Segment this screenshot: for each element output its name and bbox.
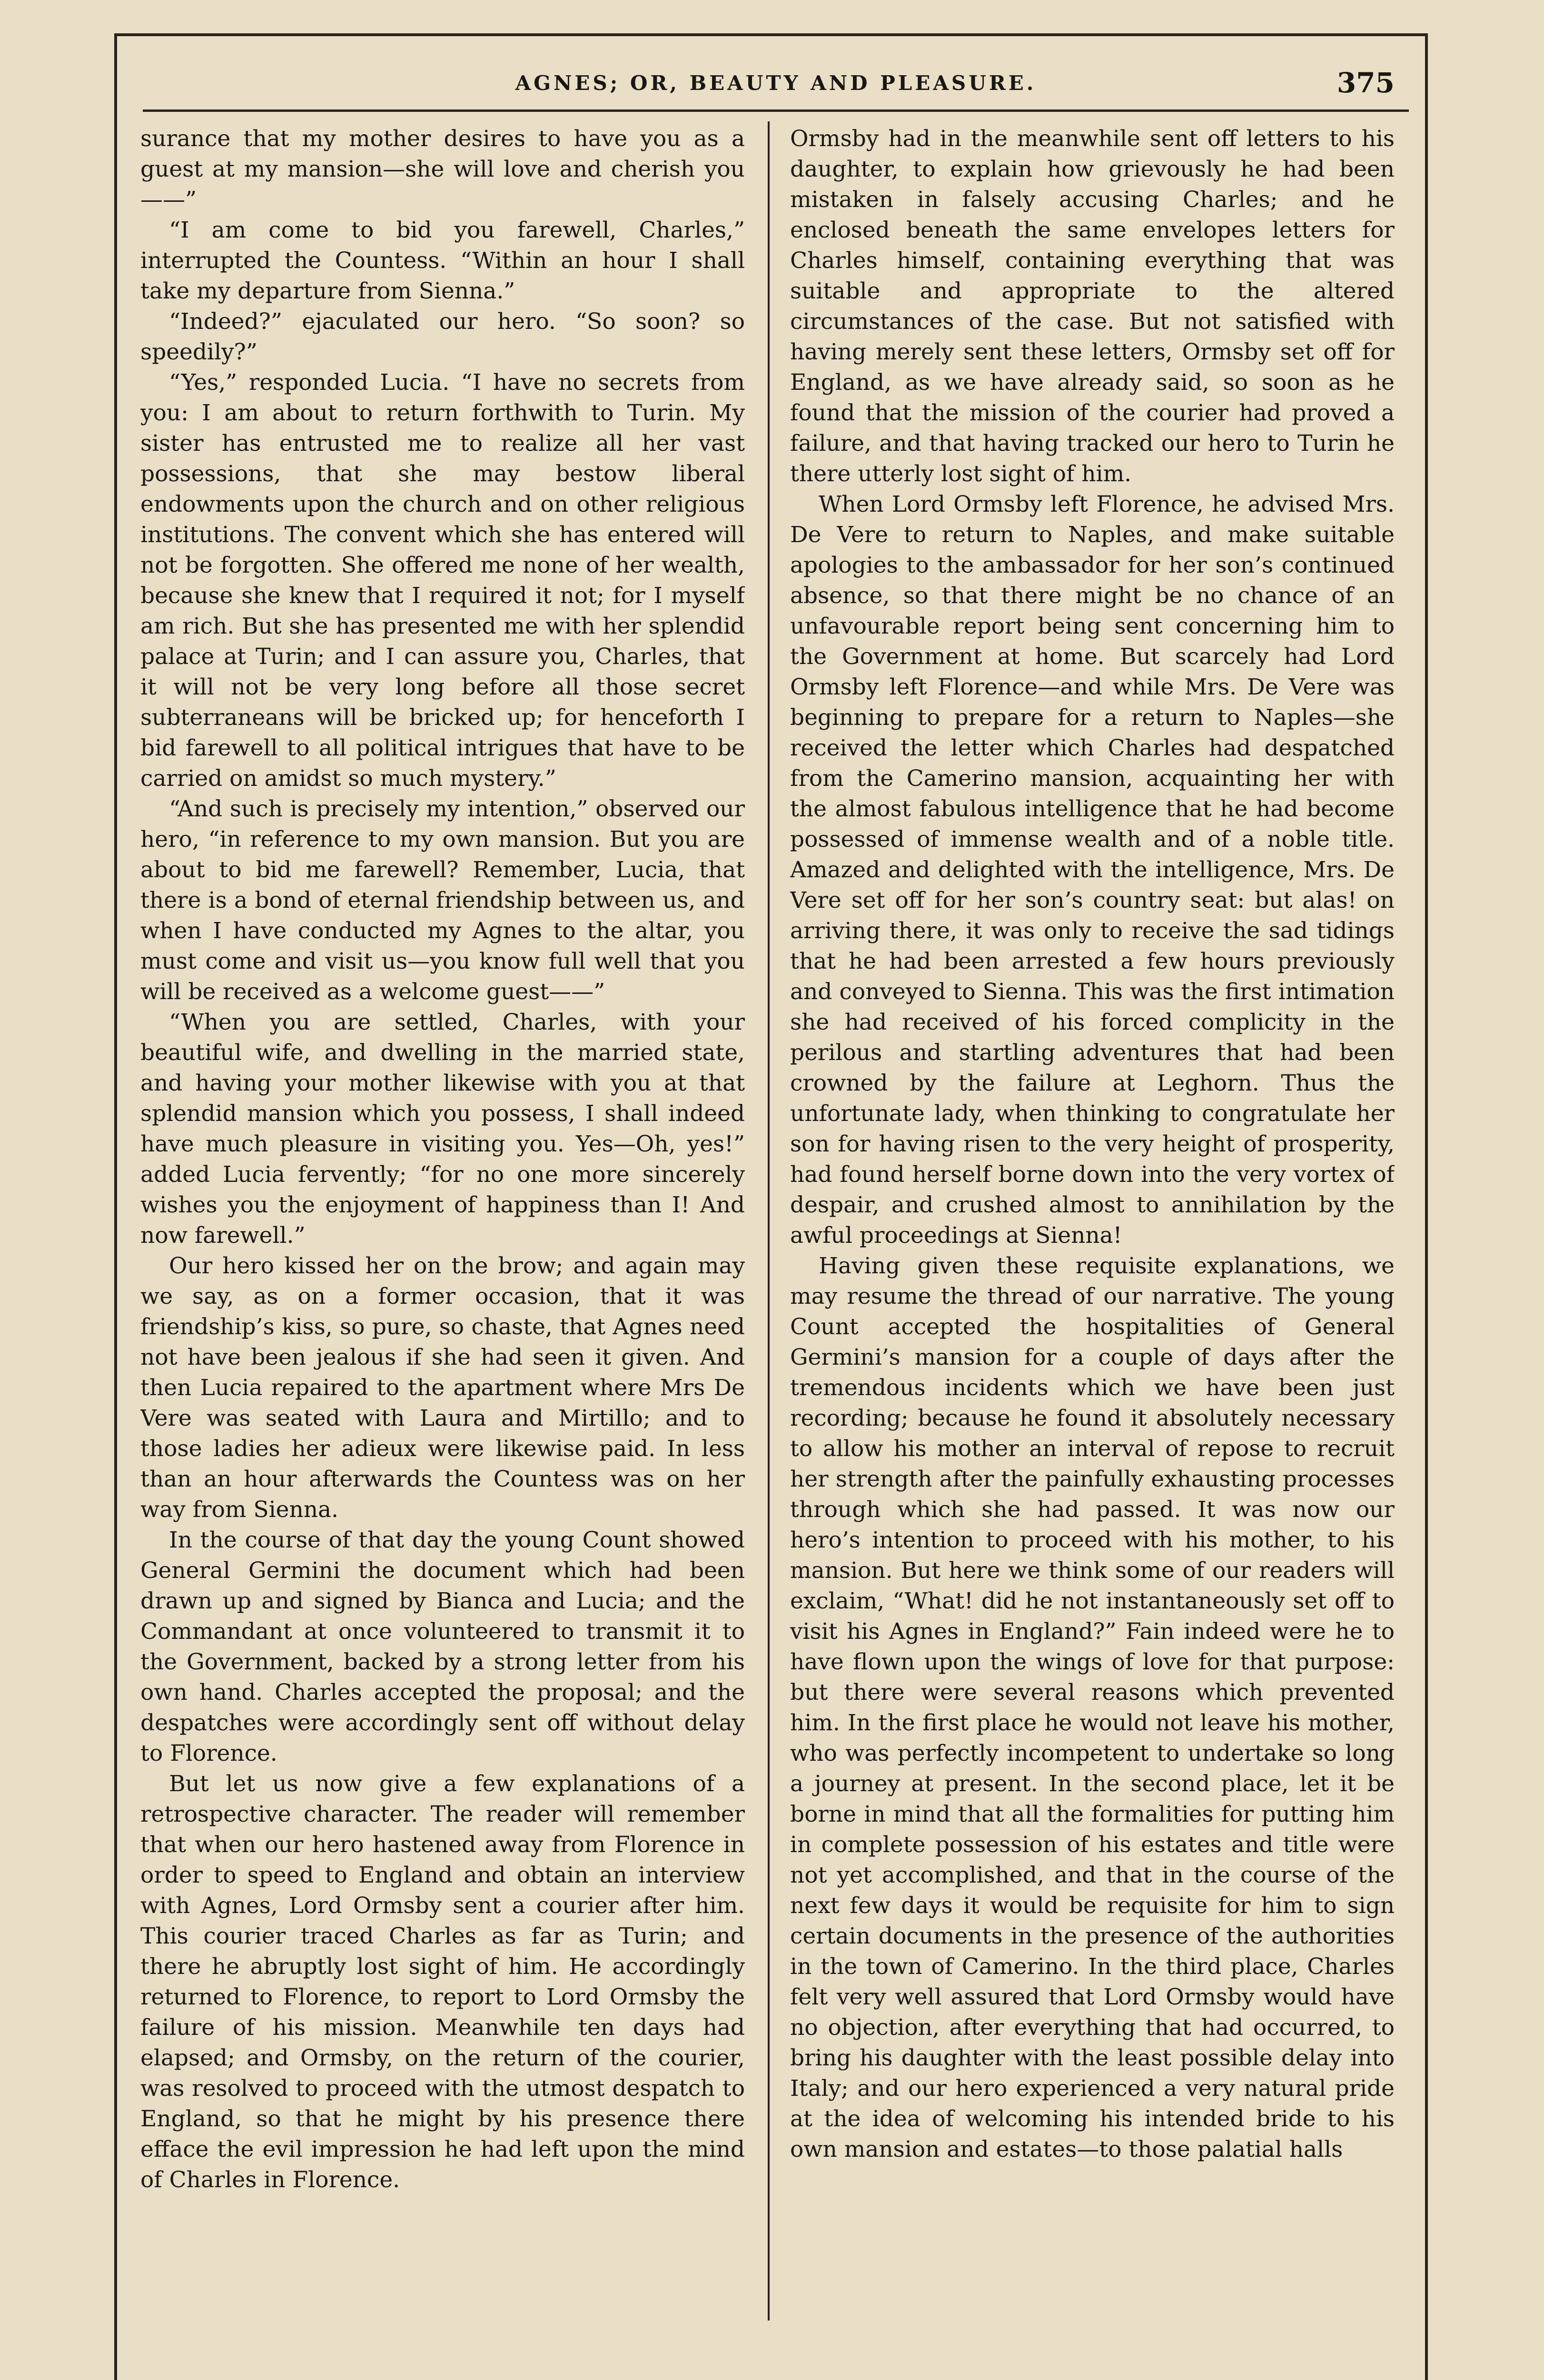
- column-divider: [768, 121, 770, 2320]
- page-header: [143, 62, 1409, 112]
- paragraph: “When you are settled, Charles, with your beautiful wife, and dwelling in the married state, and having your mother likewise with you at that splendid mansion which you possess, I shall indeed have much pleasure in visiting you. Yes—Oh, yes!” added Lucia fervently; “for no one more sincerely wishes you the enjoyment of happiness than I! And now farewell.”: [140, 1009, 745, 1249]
- right-column: [790, 124, 1395, 2294]
- paragraph: Our hero kissed her on the brow; and again may we say, as on a former occasion, that it was friendship’s kiss, so pure, so chaste, that Agnes need not have been jealous if she had seen it given. And then Lucia repaired to the apartment where Mrs De Vere was seated with Laura and Mirtillo; and to those ladies her adieux were likewise paid. In less than an hour afterwards the Countess was on her way from Sienna.: [140, 1253, 745, 1523]
- left-column: [140, 124, 745, 2294]
- paragraph: surance that my mother desires to have you as a guest at my mansion—she will love and cherish you——”: [140, 126, 745, 213]
- paragraph: “Yes,” responded Lucia. “I have no secrets from you: I am about to return forthwith to Turin. My sister has entrusted me to realize all her vast possessions, that she may bestow liberal endowments upon the church and on other religious institutions. The convent which she has entered will not be forgotten. She offered me none of her wealth, because she knew that I required it not; for I myself am rich. But she has presented me with her splendid palace at Turin; and I can assure you, Charles, that it will not be very long before all those secret subterraneans will be bricked up; for henceforth I bid farewell to all political intrigues that have to be carried on amidst so much mystery.”: [140, 369, 745, 792]
- paragraph: In the course of that day the young Count showed General Germini the document which had been drawn up and signed by Bianca and Lucia; and the Commandant at once volunteered to transmit it to the Government, backed by a strong letter from his own hand. Charles accepted the proposal; and the despatches were accordingly sent off without delay to Florence.: [140, 1527, 745, 1766]
- paragraph: When Lord Ormsby left Florence, he advised Mrs. De Vere to return to Naples, and make suitable apologies to the ambassador for her son’s continued absence, so that there might be no chance of an unfavourable report being sent concerning him to the Government at home. But scarcely had Lord Ormsby left Florence—and while Mrs. De Vere was beginning to prepare for a return to Naples—she received the letter which Charles had despatched from the Camerino mansion, acquainting her with the almost fabulous intelligence that he had become possessed of immense wealth and of a noble title. Amazed and delighted with the intelligence, Mrs. De Vere set off for her son’s country seat: but alas! on arriving there, it was only to receive the sad tidings that he had been arrested a few hours previously and conveyed to Sienna. This was the first intimation she had received of his forced complicity in the perilous and startling adventures that had been crowned by the failure at Leghorn. Thus the unfortunate lady, when thinking to congratulate her son for having risen to the very height of prosperity, had found herself borne down into the very vortex of despair, and crushed almost to annihilation by the awful proceedings at Sienna!: [790, 491, 1395, 1249]
- paragraph: Having given these requisite explanations, we may resume the thread of our narrative. The young Count accepted the hospitalities of General Germini’s mansion for a couple of days after the tremendous incidents which we have been just recording; because he found it absolutely necessary to allow his mother an interval of repose to recruit her strength after the painfully exhausting processes through which she had passed. It was now our hero’s intention to proceed with his mother, to his mansion. But here we think some of our readers will exclaim, “What! did he not instantaneously set off to visit his Agnes in England?” Fain indeed were he to have flown upon the wings of love for that purpose: but there were several reasons which prevented him. In the first place he would not leave his mother, who was perfectly incompetent to undertake so long a journey at present. In the second place, let it be borne in mind that all the formalities for putting him in complete possession of his estates and title were not yet accomplished, and that in the course of the next few days it would be requisite for him to sign certain documents in the presence of the authorities in the town of Camerino. In the third place, Charles felt very well assured that Lord Ormsby would have no objection, after everything that had occurred, to bring his daughter with the least possible delay into Italy; and our hero experienced a very natural pride at the idea of welcoming his intended bride to his own mansion and estates—to those palatial halls: [790, 1253, 1395, 2162]
- paragraph: “And such is precisely my intention,” observed our hero, “in reference to my own mansion. But you are about to bid me farewell? Remember, Lucia, that there is a bond of eternal friendship between us, and when I have conducted my Agnes to the altar, you must come and visit us—you know full well that you will be received as a welcome guest——”: [140, 796, 745, 1005]
- paragraph: Ormsby had in the meanwhile sent off letters to his daughter, to explain how grievously he had been mistaken in falsely accusing Charles; and he enclosed beneath the same envelopes letters for Charles himself, containing everything that was suitable and appropriate to the altered circumstances of the case. But not satisfied with having merely sent these letters, Ormsby set off for England, as we have already said, so soon as he found that the mission of the courier had proved a failure, and that having tracked our hero to Turin he there utterly lost sight of him.: [790, 126, 1395, 487]
- paragraph: But let us now give a few explanations of a retrospective character. The reader will remember that when our hero hastened away from Florence in order to speed to England and obtain an interview with Agnes, Lord Ormsby sent a courier after him. This courier traced Charles as far as Turin; and there he abruptly lost sight of him. He accordingly returned to Florence, to report to Lord Ormsby the failure of his mission. Meanwhile ten days had elapsed; and Ormsby, on the return of the courier, was resolved to proceed with the utmost despatch to England, so that he might by his presence there efface the evil impression he had left upon the mind of Charles in Florence.: [140, 1771, 745, 2193]
- paragraph: “Indeed?” ejaculated our hero. “So soon? so speedily?”: [140, 308, 745, 365]
- page-number: 375: [1336, 67, 1395, 99]
- paragraph: “I am come to bid you farewell, Charles,” interrupted the Countess. “Within an hour I shall take my departure from Sienna.”: [140, 217, 745, 304]
- running-head: AGNES; OR, BEAUTY AND PLEASURE.: [515, 71, 1037, 95]
